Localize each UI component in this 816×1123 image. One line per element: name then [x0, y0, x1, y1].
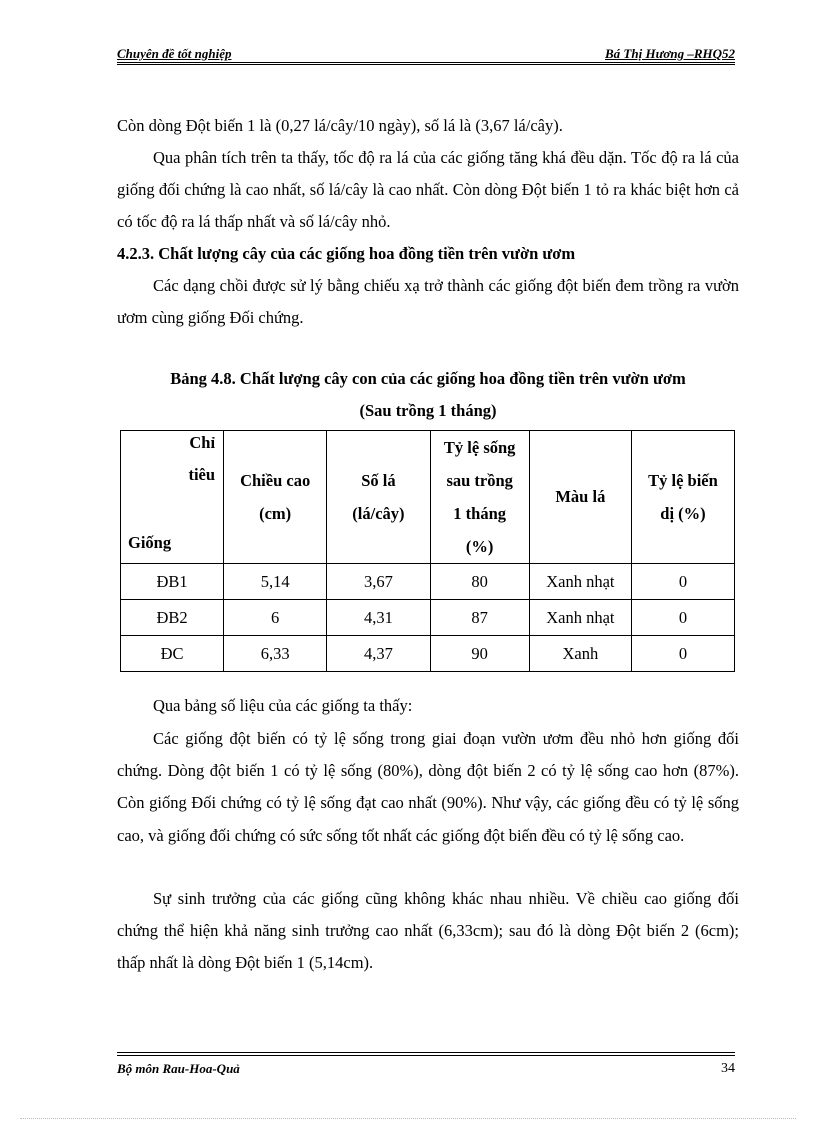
table-row	[121, 564, 735, 600]
table-row	[121, 636, 735, 672]
cell-variation: 0	[631, 600, 734, 636]
column-header-variation: Tỷ lệ biến dị (%)	[631, 431, 734, 564]
plant-quality-table	[120, 430, 735, 672]
cell-height: 6	[224, 600, 327, 636]
footer-rule	[117, 1052, 735, 1053]
table-header-row	[121, 431, 735, 564]
column-header-survival: Tỷ lệ sống sau trồng 1 tháng (%)	[430, 431, 529, 564]
cell-survival: 80	[430, 564, 529, 600]
cell-leaves: 4,37	[327, 636, 430, 672]
corner-label: Giống	[128, 533, 172, 552]
table-row	[121, 600, 735, 636]
header-author: Bá Thị Hương –RHQ52	[605, 46, 735, 61]
cell-height: 6,33	[224, 636, 327, 672]
cell-variation: 0	[631, 564, 734, 600]
cell-leaf-color: Xanh nhạt	[529, 600, 631, 636]
cell-survival: 90	[430, 636, 529, 672]
footer-rule	[117, 1055, 735, 1056]
header-rule	[117, 62, 735, 63]
paragraph: Còn dòng Đột biến 1 là (0,27 lá/cây/10 ngày), số lá là (3,67 lá/cây).	[117, 116, 563, 135]
cell-variety: ĐB2	[121, 600, 224, 636]
cell-variety: ĐC	[121, 636, 224, 672]
column-header-height: Chiều cao (cm)	[224, 431, 327, 564]
corner-label: Chỉ	[189, 433, 216, 452]
column-header-leaves: Số lá (lá/cây)	[327, 431, 430, 564]
paragraph: Sự sinh trưởng của các giống cũng không khác nhau nhiều. Về chiều cao giống đối chứng thể hiện khả năng sinh trưởng cao nhất (6,33cm); sau đó là dòng Đột biến 2 (6cm); thấp nhất là dòng Đột biến 1 (5,14cm).	[117, 889, 739, 973]
cell-variety: ĐB1	[121, 564, 224, 600]
cell-height: 5,14	[224, 564, 327, 600]
corner-header	[121, 431, 224, 564]
corner-label: tiêu	[188, 465, 216, 484]
header-rule	[117, 64, 735, 65]
cell-leaf-color: Xanh nhạt	[529, 564, 631, 600]
paragraph: Qua phân tích trên ta thấy, tốc độ ra lá của các giống tăng khá đều dặn. Tốc độ ra lá của giống đối chứng là cao nhất, số lá/cây là cao nhất. Còn dòng Đột biến 1 tỏ ra khác biệt hơn cả có tốc độ ra lá thấp nhất và số lá/cây nhỏ.	[117, 148, 739, 232]
table-caption: Bảng 4.8. Chất lượng cây con của các giống hoa đồng tiền trên vườn ươm	[170, 369, 686, 388]
cell-leaves: 4,31	[327, 600, 430, 636]
page-footer	[117, 1061, 735, 1081]
page-edge	[20, 1118, 796, 1119]
paragraph: Qua bảng số liệu của các giống ta thấy:	[153, 696, 413, 715]
cell-variation: 0	[631, 636, 734, 672]
cell-survival: 87	[430, 600, 529, 636]
cell-leaves: 3,67	[327, 564, 430, 600]
footer-department: Bộ môn Rau-Hoa-Quả	[117, 1061, 240, 1076]
paragraph: Các giống đột biến có tỷ lệ sống trong giai đoạn vườn ươm đều nhỏ hơn giống đối chứng. Dòng đột biến 1 có tỷ lệ sống (80%), dòng đột biến 2 có tỷ lệ sống cao hơn (87%). Còn giống Đối chứng có tỷ lệ sống đạt cao nhất (90%). Như vậy, các giống đều có tỷ lệ sống cao, và giống đối chứng có sức sống tốt nhất các giống đột biến đều có tỷ lệ sống cao.	[117, 729, 739, 845]
column-header-leaf-color: Màu lá	[529, 431, 631, 564]
header-document-title: Chuyên đề tốt nghiệp	[117, 46, 232, 61]
section-heading: 4.2.3. Chất lượng cây của các giống hoa đồng tiền trên vườn ươm	[117, 244, 576, 263]
page-number: 34	[721, 1061, 735, 1076]
cell-leaf-color: Xanh	[529, 636, 631, 672]
table-subcaption: (Sau trồng 1 tháng)	[359, 401, 497, 420]
paragraph: Các dạng chồi được sử lý bằng chiếu xạ trở thành các giống đột biến đem trồng ra vườn ươm cùng giống Đối chứng.	[117, 276, 739, 328]
